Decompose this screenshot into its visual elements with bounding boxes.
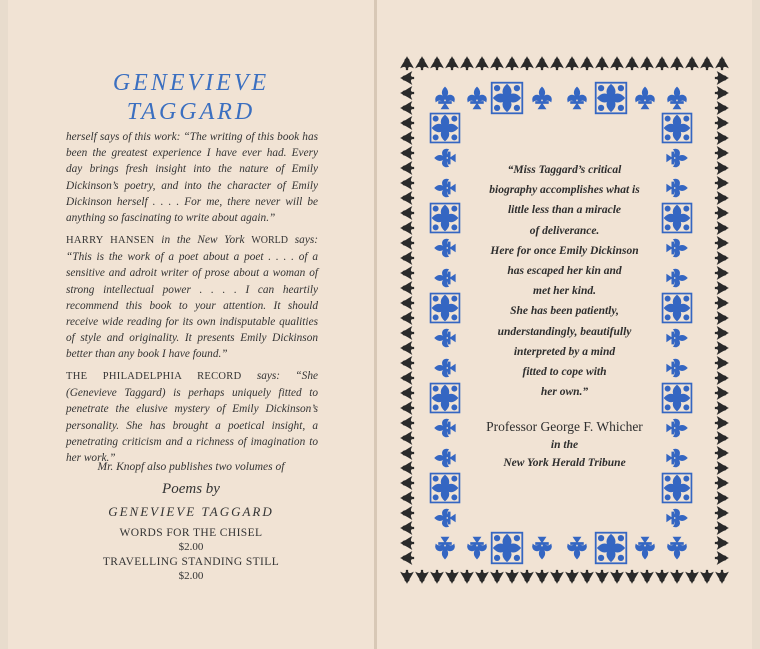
blue-ornament-icon <box>431 474 460 503</box>
quote-line: little less than a miracle <box>507 204 622 217</box>
blue-ornament-icon <box>668 537 687 559</box>
quote-line: her own.” <box>540 386 589 399</box>
blue-ornament-icon <box>596 83 627 114</box>
black-ornament-icon <box>401 102 414 114</box>
author-name-line2: TAGGARD <box>126 99 256 125</box>
black-ornament-icon <box>416 570 428 583</box>
black-ornament-icon <box>551 570 563 583</box>
black-ornament-icon <box>551 57 563 70</box>
quote-line: biography accomplishes what is <box>489 184 640 197</box>
black-ornament-icon <box>476 570 488 583</box>
book-price-1: $2.00 <box>178 541 204 553</box>
blue-ornament-icon <box>492 83 523 114</box>
black-ornament-icon <box>401 132 414 144</box>
black-ornament-icon <box>671 57 683 70</box>
black-ornament-icon <box>401 537 414 549</box>
black-ornament-icon <box>476 57 488 70</box>
record-review-paragraph <box>66 368 318 466</box>
black-ornament-icon <box>715 402 728 414</box>
author-name-line1: GENEVIEVE <box>112 70 270 96</box>
black-ornament-icon <box>446 57 458 70</box>
black-ornament-icon <box>686 570 698 583</box>
reviewer-name: HARRY HANSEN <box>66 235 155 246</box>
blue-ornament-icon <box>431 114 460 143</box>
black-ornament-icon <box>506 570 518 583</box>
review-body: “This is the work of a poet about a poet . . . . of a sensitive and adroit writer of prose about a woman of strong intellectual power . . . . I can heartily recommend this book to your attention. It should receive wide reading for its own indisputable qualities of style and originality. It presents Emily Dickinson better than any book I have found.” <box>66 251 318 361</box>
black-ornament-icon <box>671 570 683 583</box>
quote-line: interpreted by a mind <box>513 345 616 358</box>
black-ornament-icon <box>716 57 728 70</box>
black-ornament-icon <box>715 492 728 504</box>
black-ornament-icon <box>401 147 414 159</box>
black-ornament-icon <box>715 477 728 489</box>
black-ornament-icon <box>401 477 414 489</box>
black-ornament-icon <box>596 57 608 70</box>
blue-ornament-icon <box>663 114 692 143</box>
quote-line: “Miss Taggard’s critical <box>507 164 622 176</box>
blue-ornament-icon <box>436 87 455 109</box>
black-ornament-icon <box>626 57 638 70</box>
book-title-2: TRAVELLING STANDING STILL <box>102 556 280 568</box>
black-ornament-icon <box>715 552 728 564</box>
publisher-note: Mr. Knopf also publishes two volumes of <box>97 461 285 473</box>
quote-line: Here for once Emily Dickinson <box>490 244 639 257</box>
attribution-name: Professor George F. Whicher <box>486 419 643 434</box>
black-ornament-icon <box>491 570 503 583</box>
blue-ornament-icon <box>568 537 587 559</box>
black-ornament-icon <box>611 57 623 70</box>
black-ornament-icon <box>686 57 698 70</box>
black-ornament-icon <box>416 57 428 70</box>
black-ornament-icon <box>596 570 608 583</box>
black-ornament-icon <box>401 507 414 519</box>
paper-world: WORLD <box>251 235 289 246</box>
record-body: says: “She (Genevieve Taggard) is perhaps uniquely fitted to penetrate the elusive mystery of Emily Dickinson’s personality. She has brought a poetical insight, a penetrating criticism and a richness of imagination to her work.” <box>66 370 318 465</box>
black-ornament-icon <box>401 117 414 129</box>
book-title-1: WORDS FOR THE CHISEL <box>119 527 263 539</box>
paper-name: New York <box>197 234 245 246</box>
black-ornament-icon <box>641 57 653 70</box>
attribution-paper: New York Herald Tribune <box>503 457 626 469</box>
black-ornament-icon <box>715 537 728 549</box>
left-panel <box>8 0 374 649</box>
black-ornament-icon <box>401 522 414 534</box>
attribution-in: in the <box>550 439 579 451</box>
black-ornament-icon <box>641 570 653 583</box>
quote-line: understandingly, beautifully <box>497 325 632 338</box>
black-ornament-icon <box>701 57 713 70</box>
blue-ornament-icon <box>596 533 627 564</box>
review-in: in the <box>154 234 198 246</box>
black-ornament-icon <box>715 117 728 129</box>
poems-by-heading: Poems by <box>162 481 220 497</box>
black-ornament-icon <box>566 57 578 70</box>
record-name: THE PHILADELPHIA RECORD <box>66 371 242 382</box>
hansen-review-paragraph <box>66 232 318 363</box>
black-ornament-icon <box>521 57 533 70</box>
blue-ornament-icon <box>667 509 687 527</box>
black-ornament-icon <box>716 570 728 583</box>
poet-name: GENEVIEVE TAGGARD <box>108 504 274 519</box>
black-ornament-icon <box>536 570 548 583</box>
book-price-2: $2.00 <box>178 570 204 582</box>
ornamental-border <box>377 0 752 649</box>
black-ornament-icon <box>715 507 728 519</box>
blue-ornament-icon <box>468 537 487 559</box>
black-ornament-icon <box>506 57 518 70</box>
blue-ornament-icon <box>663 474 692 503</box>
black-ornament-icon <box>626 570 638 583</box>
blue-ornament-icon <box>668 87 687 109</box>
quote-line: has escaped her kin and <box>507 265 622 277</box>
blue-ornament-icon <box>533 87 552 109</box>
quote-line: She has been patiently, <box>510 305 619 318</box>
author-quote-paragraph: herself says of this work: “The writing of this book has been the greatest experience I have ever had. Every day brings fresh insight into the nature of Emily Dickinson’s poetry, and into the character of Emily Dickinson herself . . . . For me, there never will be anything so fascinating to write about again.” <box>66 131 318 225</box>
blue-ornament-icon <box>636 537 655 559</box>
quote-line: met her kind. <box>533 285 596 298</box>
blue-ornament-icon <box>468 87 487 109</box>
black-ornament-icon <box>401 402 414 414</box>
black-ornament-icon <box>401 87 414 99</box>
black-ornament-icon <box>461 570 473 583</box>
blue-ornament-icon <box>492 533 523 564</box>
blue-ornament-icon <box>435 509 455 527</box>
quote-line: fitted to cope with <box>522 366 607 378</box>
blue-ornament-icon <box>533 537 552 559</box>
quote-line: of deliverance. <box>529 224 600 237</box>
black-ornament-icon <box>566 570 578 583</box>
black-ornament-icon <box>715 522 728 534</box>
black-ornament-icon <box>401 552 414 564</box>
black-ornament-icon <box>521 570 533 583</box>
blue-ornament-icon <box>636 87 655 109</box>
black-ornament-icon <box>715 102 728 114</box>
blue-ornament-icon <box>436 537 455 559</box>
black-ornament-icon <box>715 132 728 144</box>
black-ornament-icon <box>536 57 548 70</box>
review-says: says: <box>288 234 318 246</box>
black-ornament-icon <box>461 57 473 70</box>
black-ornament-icon <box>491 57 503 70</box>
black-ornament-icon <box>715 147 728 159</box>
black-ornament-icon <box>701 570 713 583</box>
black-ornament-icon <box>401 72 414 84</box>
black-ornament-icon <box>401 57 413 70</box>
blue-ornament-icon <box>568 87 587 109</box>
black-ornament-icon <box>581 570 593 583</box>
black-ornament-icon <box>431 570 443 583</box>
black-ornament-icon <box>656 57 668 70</box>
black-ornament-icon <box>431 57 443 70</box>
inner-border-blue <box>431 83 692 564</box>
black-ornament-icon <box>581 57 593 70</box>
black-ornament-icon <box>715 87 728 99</box>
black-ornament-icon <box>656 570 668 583</box>
black-ornament-icon <box>401 492 414 504</box>
right-panel <box>377 0 752 649</box>
black-ornament-icon <box>401 570 413 583</box>
black-ornament-icon <box>611 570 623 583</box>
black-ornament-icon <box>715 72 728 84</box>
black-ornament-icon <box>446 570 458 583</box>
